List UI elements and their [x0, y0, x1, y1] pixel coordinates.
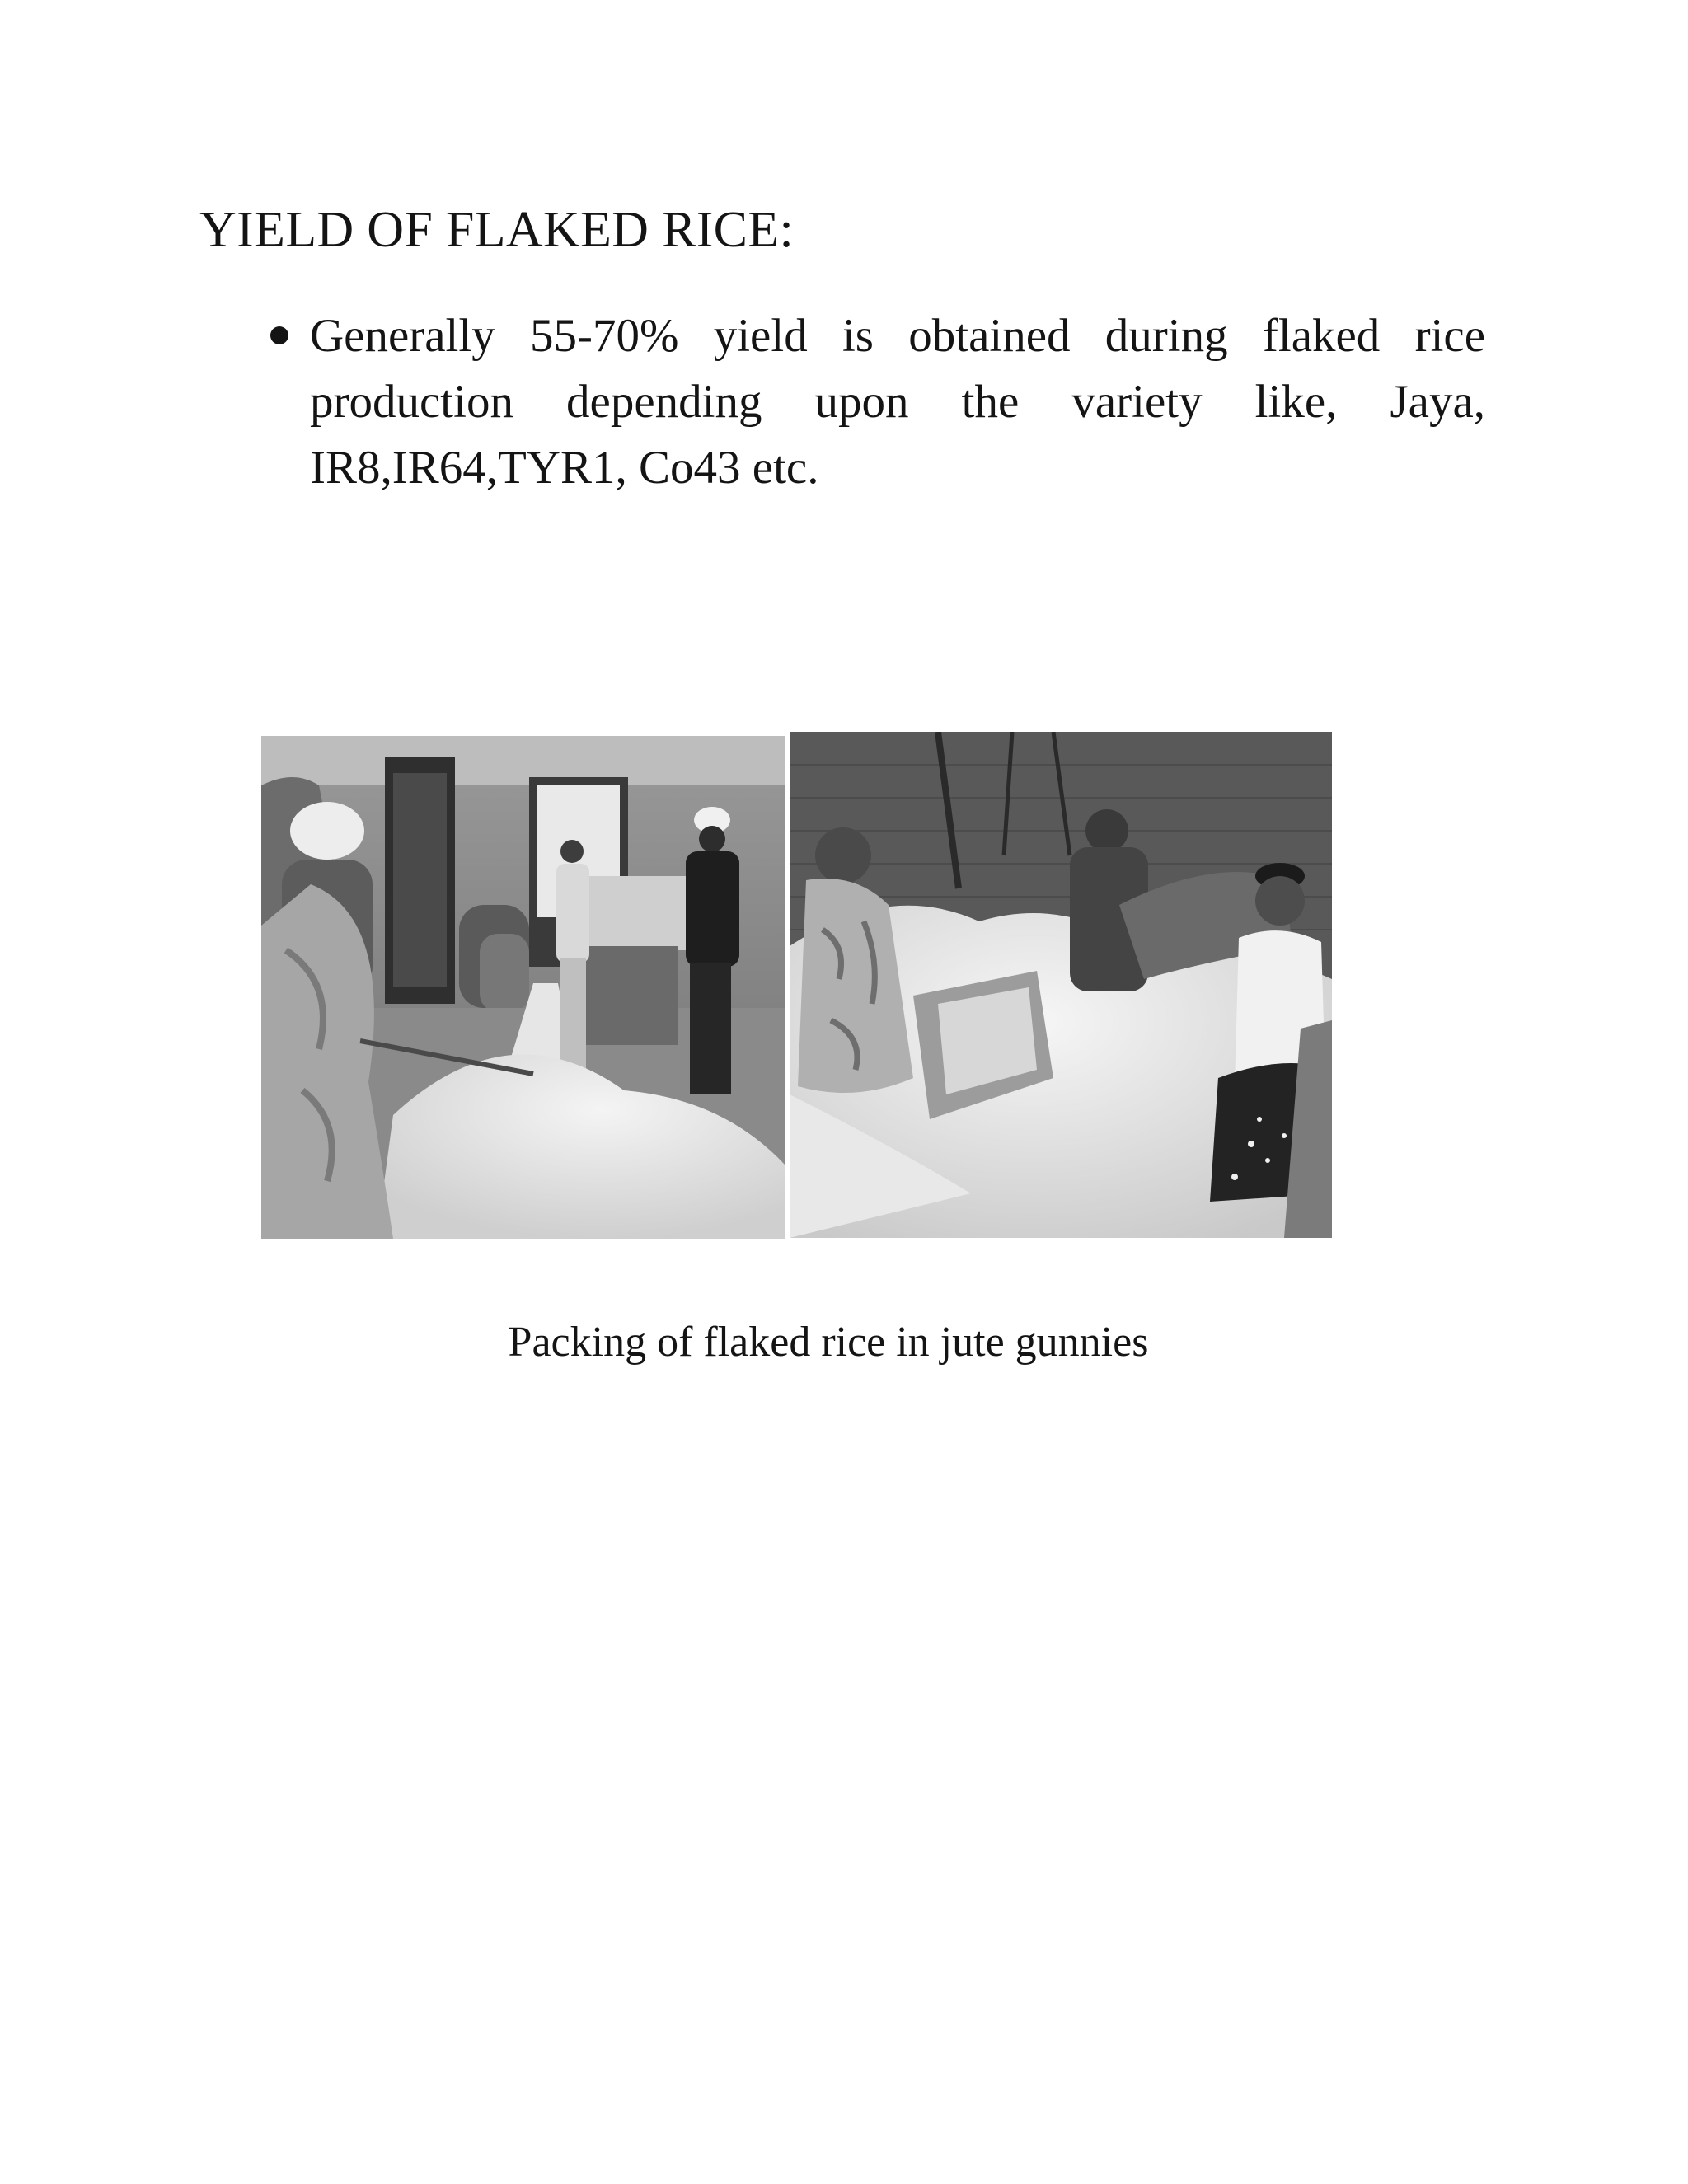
figure-caption: Packing of flaked rice in jute gunnies [508, 1319, 1149, 1366]
photo-flaked-rice-sieving [261, 736, 785, 1239]
bullet-text: Generally 55-70% yield is obtained during flaked rice production depending upon the variety like, Jaya, IR8,IR64,TYR1, Co43 etc. [310, 310, 1485, 494]
bullet-item [265, 303, 1485, 501]
bullet-list [265, 303, 1485, 501]
bullet-dot-icon [270, 326, 288, 344]
photo-flaked-rice-packing [790, 732, 1332, 1238]
page-heading: YIELD OF FLAKED RICE: [199, 202, 794, 258]
